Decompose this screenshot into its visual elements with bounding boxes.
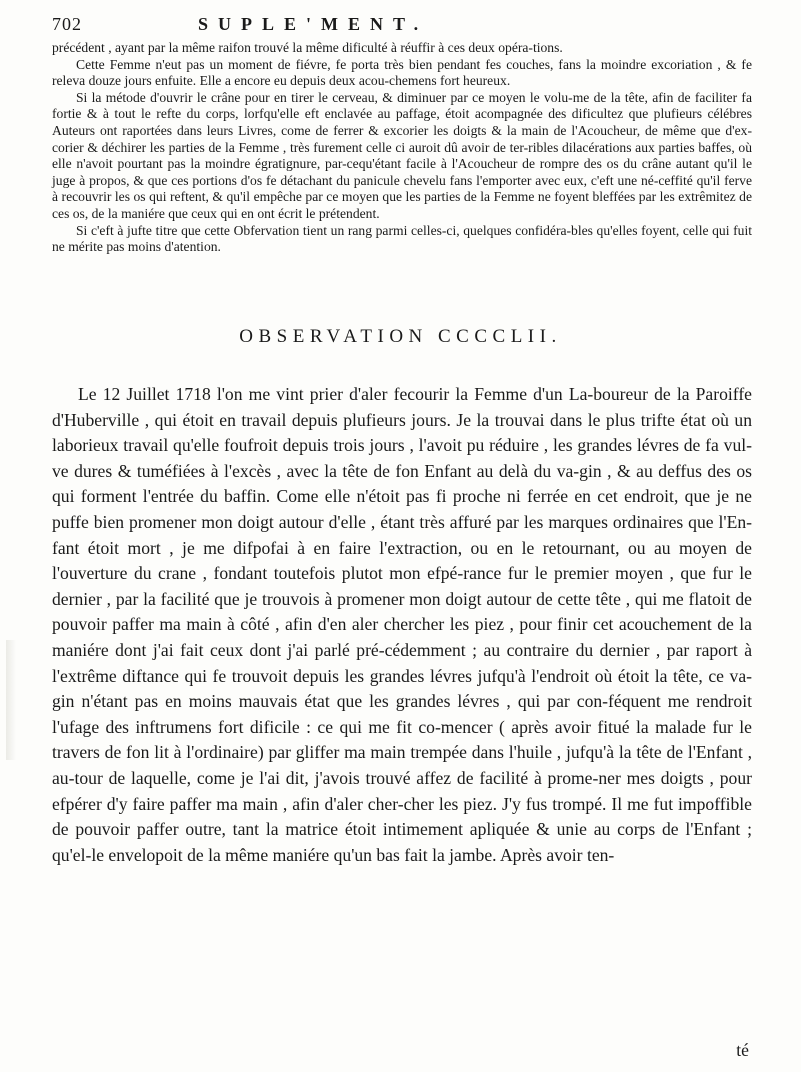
paragraph: Si la métode d'ouvrir le crâne pour en tirer le cerveau, & diminuer par ce moyen le volu-me de la tête, afin de faciliter fa fortie & à tout le refte du corps, lorfqu'elle eft enclavée au paffage, étoit acompagnée des dificultez que plufieurs célébres Auteurs ont raportées dans leurs Livres, come de ferrer & excorier les doigts & la main de l'Acoucheur, de même que d'ex-corier & déchirer les parties de la Femme , très furement celle ci auroit dû avoir de ter-ribles dilacérations aux parties baffes, où elle n'avoit pourtant pas la moindre égratignure, par-cequ'étant facile à l'Acoucheur de rompre des os du crâne autant qu'il le juge à propos, & que ces portions d'os fe détachant du panicule chevelu fans l'emporter avec eux, c'eft une né-ceffité qu'il ferve à recouvrir les os qui reftent, & qu'il empêche par ce moyen que les parties de la Femme ne foyent bleffées par les extrêmitez de ces os, de la maniére que ceux qui en ont écrit le prétendent. — [52, 89, 752, 221]
observation-body — [52, 382, 752, 868]
small-print-section — [52, 40, 752, 256]
page-header — [52, 14, 752, 40]
paragraph: Cette Femme n'eut pas un moment de fiévre, fe porta très bien pendant fes couches, fans la moindre excoriation , & fe releva douze jours enfuite. Elle a encore eu depuis deux acou-chemens fort heureux. — [52, 56, 752, 89]
catchword: té — [736, 1040, 749, 1060]
paragraph: Le 12 Juillet 1718 l'on me vint prier d'aler fecourir la Femme d'un La-boureur de la Paroiffe d'Huberville , qui étoit en travail depuis plufieurs jours. Je la trouvai dans le plus trifte état où un laborieux travail qu'elle foufroit depuis trois jours , l'avoit pu réduire , les grandes lévres de fa vul-ve dures & tuméfiées à l'excès , avec la tête de fon Enfant au delà du va-gin , & au deffus des os qui forment l'entrée du baffin. Come elle n'étoit pas fi proche ni ferrée en cet endroit, que je ne puffe bien promener mon doigt autour d'elle , étant très affuré par les marques ordinaires que l'En-fant étoit mort , je me difpofai à en faire l'extraction, ou en le retournant, ou au moyen de l'ouverture du crane , fondant toutefois plutot mon efpé-rance fur le premier moyen , que fur le dernier , par la facilité que je trouvois à promener mon doigt autour de cette tête , qui me flatoit de pouvoir paffer ma main à côté , afin d'en aler chercher les piez , pour finir cet acouchement de la maniére dont j'ai fait ceux dont j'ai parlé pré-cédemment ; au contraire du dernier , par raport à l'extrême diftance qui fe trouvoit depuis les grandes lévres jufqu'à l'endroit où étoit la tête, ce va-gin n'étant pas en moins mauvais état que les grandes lévres , qui par con-féquent me rendroit l'ufage des inftrumens fort dificile : ce qui me fit co-mencer ( après avoir fitué la malade fur le travers de fon lit à l'ordinaire) par gliffer ma main trempée dans l'huile , jufqu'à la tête de l'Enfant , au-tour de laquelle, come je l'ai dit, j'avois trouvé affez de facilité à prome-ner mes doigts , pour efpérer d'y faire paffer ma main , afin d'aler cher-cher les piez. J'y fus trompé. Il me fut impoffible de pouvoir paffer outre, tant la matrice étoit intimement apliquée & unie au corps de l'Enfant ; qu'el-le envelopoit de la même maniére qu'un bas fait la jambe. Après avoir ten- — [52, 384, 752, 865]
paragraph: précédent , ayant par la même raifon trouvé la même dificulté à réuffir à ces deux opéra-tions. — [52, 40, 563, 55]
paragraph: Si c'eft à jufte titre que cette Obfervation tient un rang parmi celles-ci, quelques confidéra-bles qu'elles foyent, celle qui fuit ne mérite pas moins d'atention. — [52, 222, 752, 255]
observation-heading: OBSERVATION CCCCLII. — [239, 326, 562, 347]
running-head: SUPLE'MENT. — [198, 14, 429, 34]
page-stain — [6, 640, 16, 760]
page-number: 702 — [52, 14, 82, 34]
